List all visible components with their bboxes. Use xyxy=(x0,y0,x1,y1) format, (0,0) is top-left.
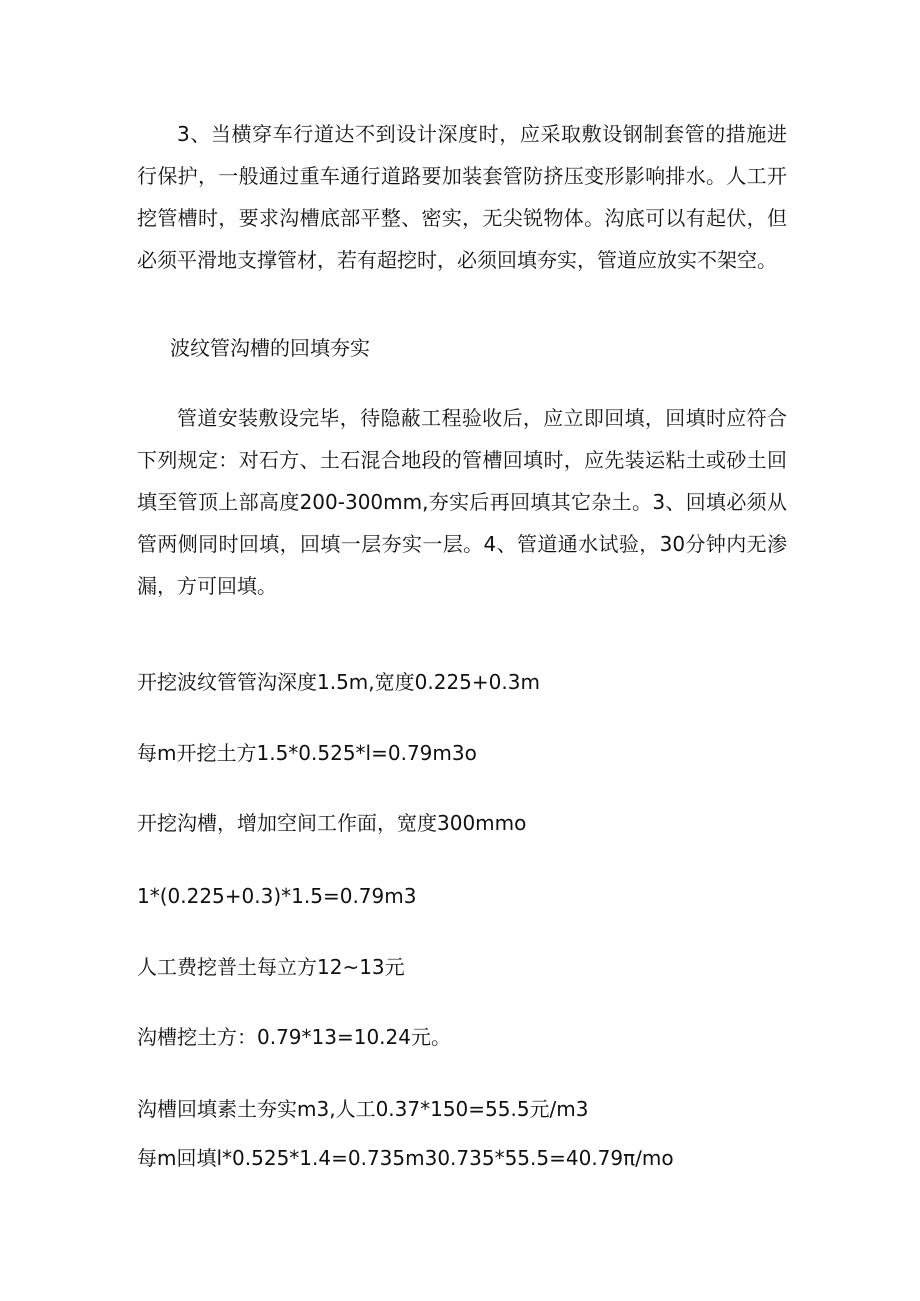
calc-line-backfill-rate: 沟槽回填素土夯实m3,人工0.37*150=55.5元/m3 xyxy=(137,1097,589,1121)
calc-line-excavation-cost: 沟槽挖土方：0.79*13=10.24元。 xyxy=(137,1025,451,1049)
section-heading-backfill: 波纹管沟槽的回填夯实 xyxy=(170,336,370,360)
calc-line-trench-size: 开挖波纹管管沟深度1.5m,宽度0.225+0.3m xyxy=(137,670,540,694)
paragraph-backfill-rules: 管道安装敷设完毕，待隐蔽工程验收后，应立即回填，回填时应符合下列规定：对石方、土石混合地段的管槽回填时，应先装运粘土或砂土回填至管顶上部高度200-300mm,夯实后再回填其它杂土。3、回填必须从管两侧同时回填，回填一层夯实一层。4、管道通水试验，30分钟内无渗漏，方可回填。 xyxy=(137,406,787,598)
calc-line-backfill-cost: 每m回填l*0.525*1.4=0.735m30.735*55.5=40.79π∕mo xyxy=(137,1146,674,1170)
calc-line-work-surface: 开挖沟槽，增加空间工作面，宽度300mmo xyxy=(137,811,527,835)
calc-line-labor-rate: 人工费挖普土每立方12~13元 xyxy=(137,955,405,979)
paragraph-casing-protection: 3、当横穿车行道达不到设计深度时，应采取敷设钢制套管的措施进行保护，一般通过重车通行道路要加装套管防挤压变形影响排水。人工开挖管槽时，要求沟槽底部平整、密实，无尖锐物体。沟底可以有起伏，但必须平滑地支撑管材，若有超挖时，必须回填夯实，管道应放实不架空。 xyxy=(137,122,787,272)
calc-line-excavation-volume: 每m开挖土方1.5*0.525*l=0.79m3o xyxy=(137,741,477,765)
calc-line-volume-formula: 1*(0.225+0.3)*1.5=0.79m3 xyxy=(137,884,417,908)
